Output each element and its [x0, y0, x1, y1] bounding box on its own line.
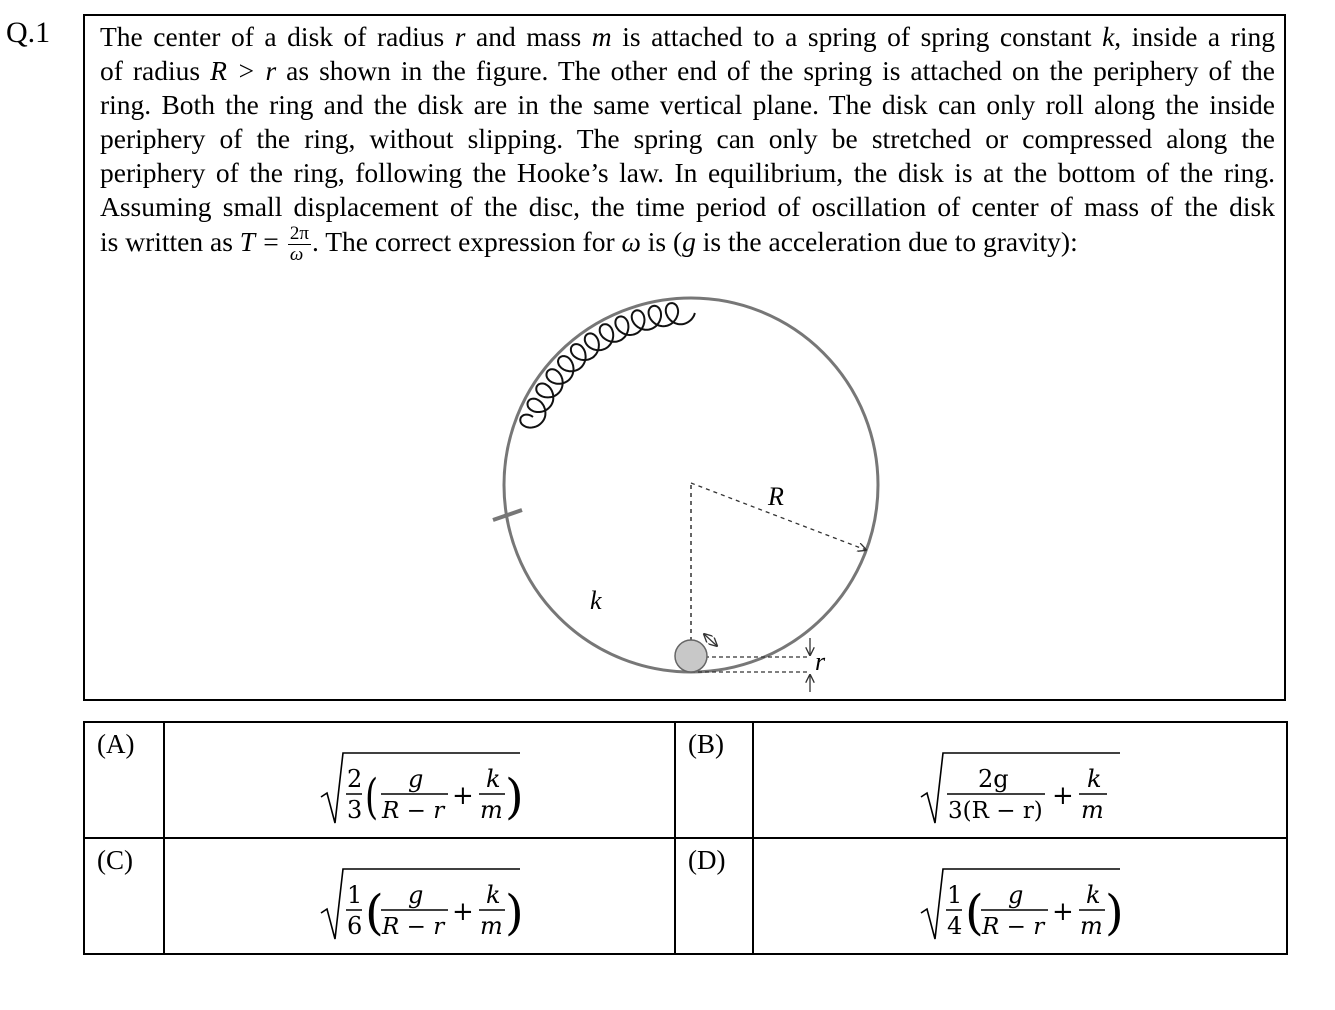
option-d-label: (D) [675, 838, 753, 954]
svg-text:+: + [1052, 781, 1074, 811]
question-line-4: periphery of the ring, without slipping. The spring can only be stretched or compressed along the [100, 123, 1275, 154]
svg-text:R − r: R − r [381, 914, 444, 940]
svg-text:g: g [407, 765, 423, 793]
svg-text:m: m [479, 796, 503, 824]
svg-text:+: + [451, 897, 474, 927]
svg-text:4: 4 [947, 912, 963, 940]
svg-text:1: 1 [346, 881, 362, 909]
svg-text:(: ( [364, 768, 378, 825]
options-table [83, 721, 1288, 955]
label-k: k [590, 586, 602, 615]
svg-text:m: m [1080, 912, 1103, 940]
svg-text:k: k [1087, 765, 1102, 793]
svg-text:): ) [1105, 885, 1124, 941]
svg-text:+: + [1052, 897, 1074, 927]
question-line-5: periphery of the ring, following the Hooke’s law. In equilibrium, the disk is at the bottom of the ring. [100, 157, 1275, 188]
svg-text:+: + [451, 781, 474, 811]
question-line-2: of radius R > r as shown in the figure. The other end of the spring is attached on the periphery of the [100, 55, 1275, 86]
question-line-3: ring. Both the ring and the disk are in the same vertical plane. The disk can only roll along the inside [100, 89, 1275, 120]
svg-text:6: 6 [346, 912, 362, 940]
rotation-arrow [704, 634, 717, 646]
label-r: r [815, 647, 826, 676]
svg-text:(: ( [364, 885, 384, 941]
svg-text:m: m [479, 912, 503, 940]
svg-text:3: 3 [346, 796, 362, 824]
option-c[interactable] [164, 838, 675, 954]
svg-text:k: k [485, 765, 501, 793]
svg-text:2: 2 [346, 765, 362, 793]
option-a[interactable] [164, 722, 675, 838]
svg-text:(: ( [965, 885, 984, 941]
svg-text:k: k [485, 881, 501, 909]
svg-text:m: m [1081, 796, 1104, 824]
option-d[interactable] [753, 838, 1287, 954]
option-b-label: (B) [675, 722, 753, 838]
svg-text:R − r: R − r [381, 798, 444, 824]
option-d-formula [915, 851, 1125, 941]
svg-text:): ) [504, 769, 524, 825]
svg-text:g: g [407, 881, 423, 909]
option-b[interactable] [753, 722, 1287, 838]
option-c-formula [315, 851, 525, 941]
question-line-6: Assuming small displacement of the disc, the time period of oscillation of center of mass of the disk [100, 191, 1275, 222]
svg-text:2g: 2g [978, 765, 1009, 793]
svg-text:3(R − r): 3(R − r) [948, 798, 1043, 824]
label-R: R [768, 482, 784, 511]
question-number: Q.1 [6, 16, 51, 49]
disk [675, 640, 707, 672]
question-line-1: The center of a disk of radius r and mass m is attached to a spring of spring constant k, inside a ring [100, 21, 1275, 52]
period-fraction: $\frac{2\pi}{\omega}$ [289, 223, 309, 265]
svg-text:): ) [504, 885, 524, 941]
svg-text:k: k [1086, 881, 1101, 909]
option-b-formula [915, 735, 1125, 825]
option-a-formula [315, 735, 525, 825]
svg-text:R − r: R − r [982, 914, 1045, 940]
svg-text:g: g [1008, 881, 1024, 909]
option-a-label: (A) [84, 722, 164, 838]
question-line-7: is written as T = $\frac{2\pi}{\omega}$ . The correct expression for ω is (g is the acceleration due to gravity): [100, 223, 1078, 265]
svg-text:1: 1 [947, 881, 963, 909]
option-c-label: (C) [84, 838, 164, 954]
options-row-1 [84, 722, 1287, 838]
options-row-2 [84, 838, 1287, 954]
